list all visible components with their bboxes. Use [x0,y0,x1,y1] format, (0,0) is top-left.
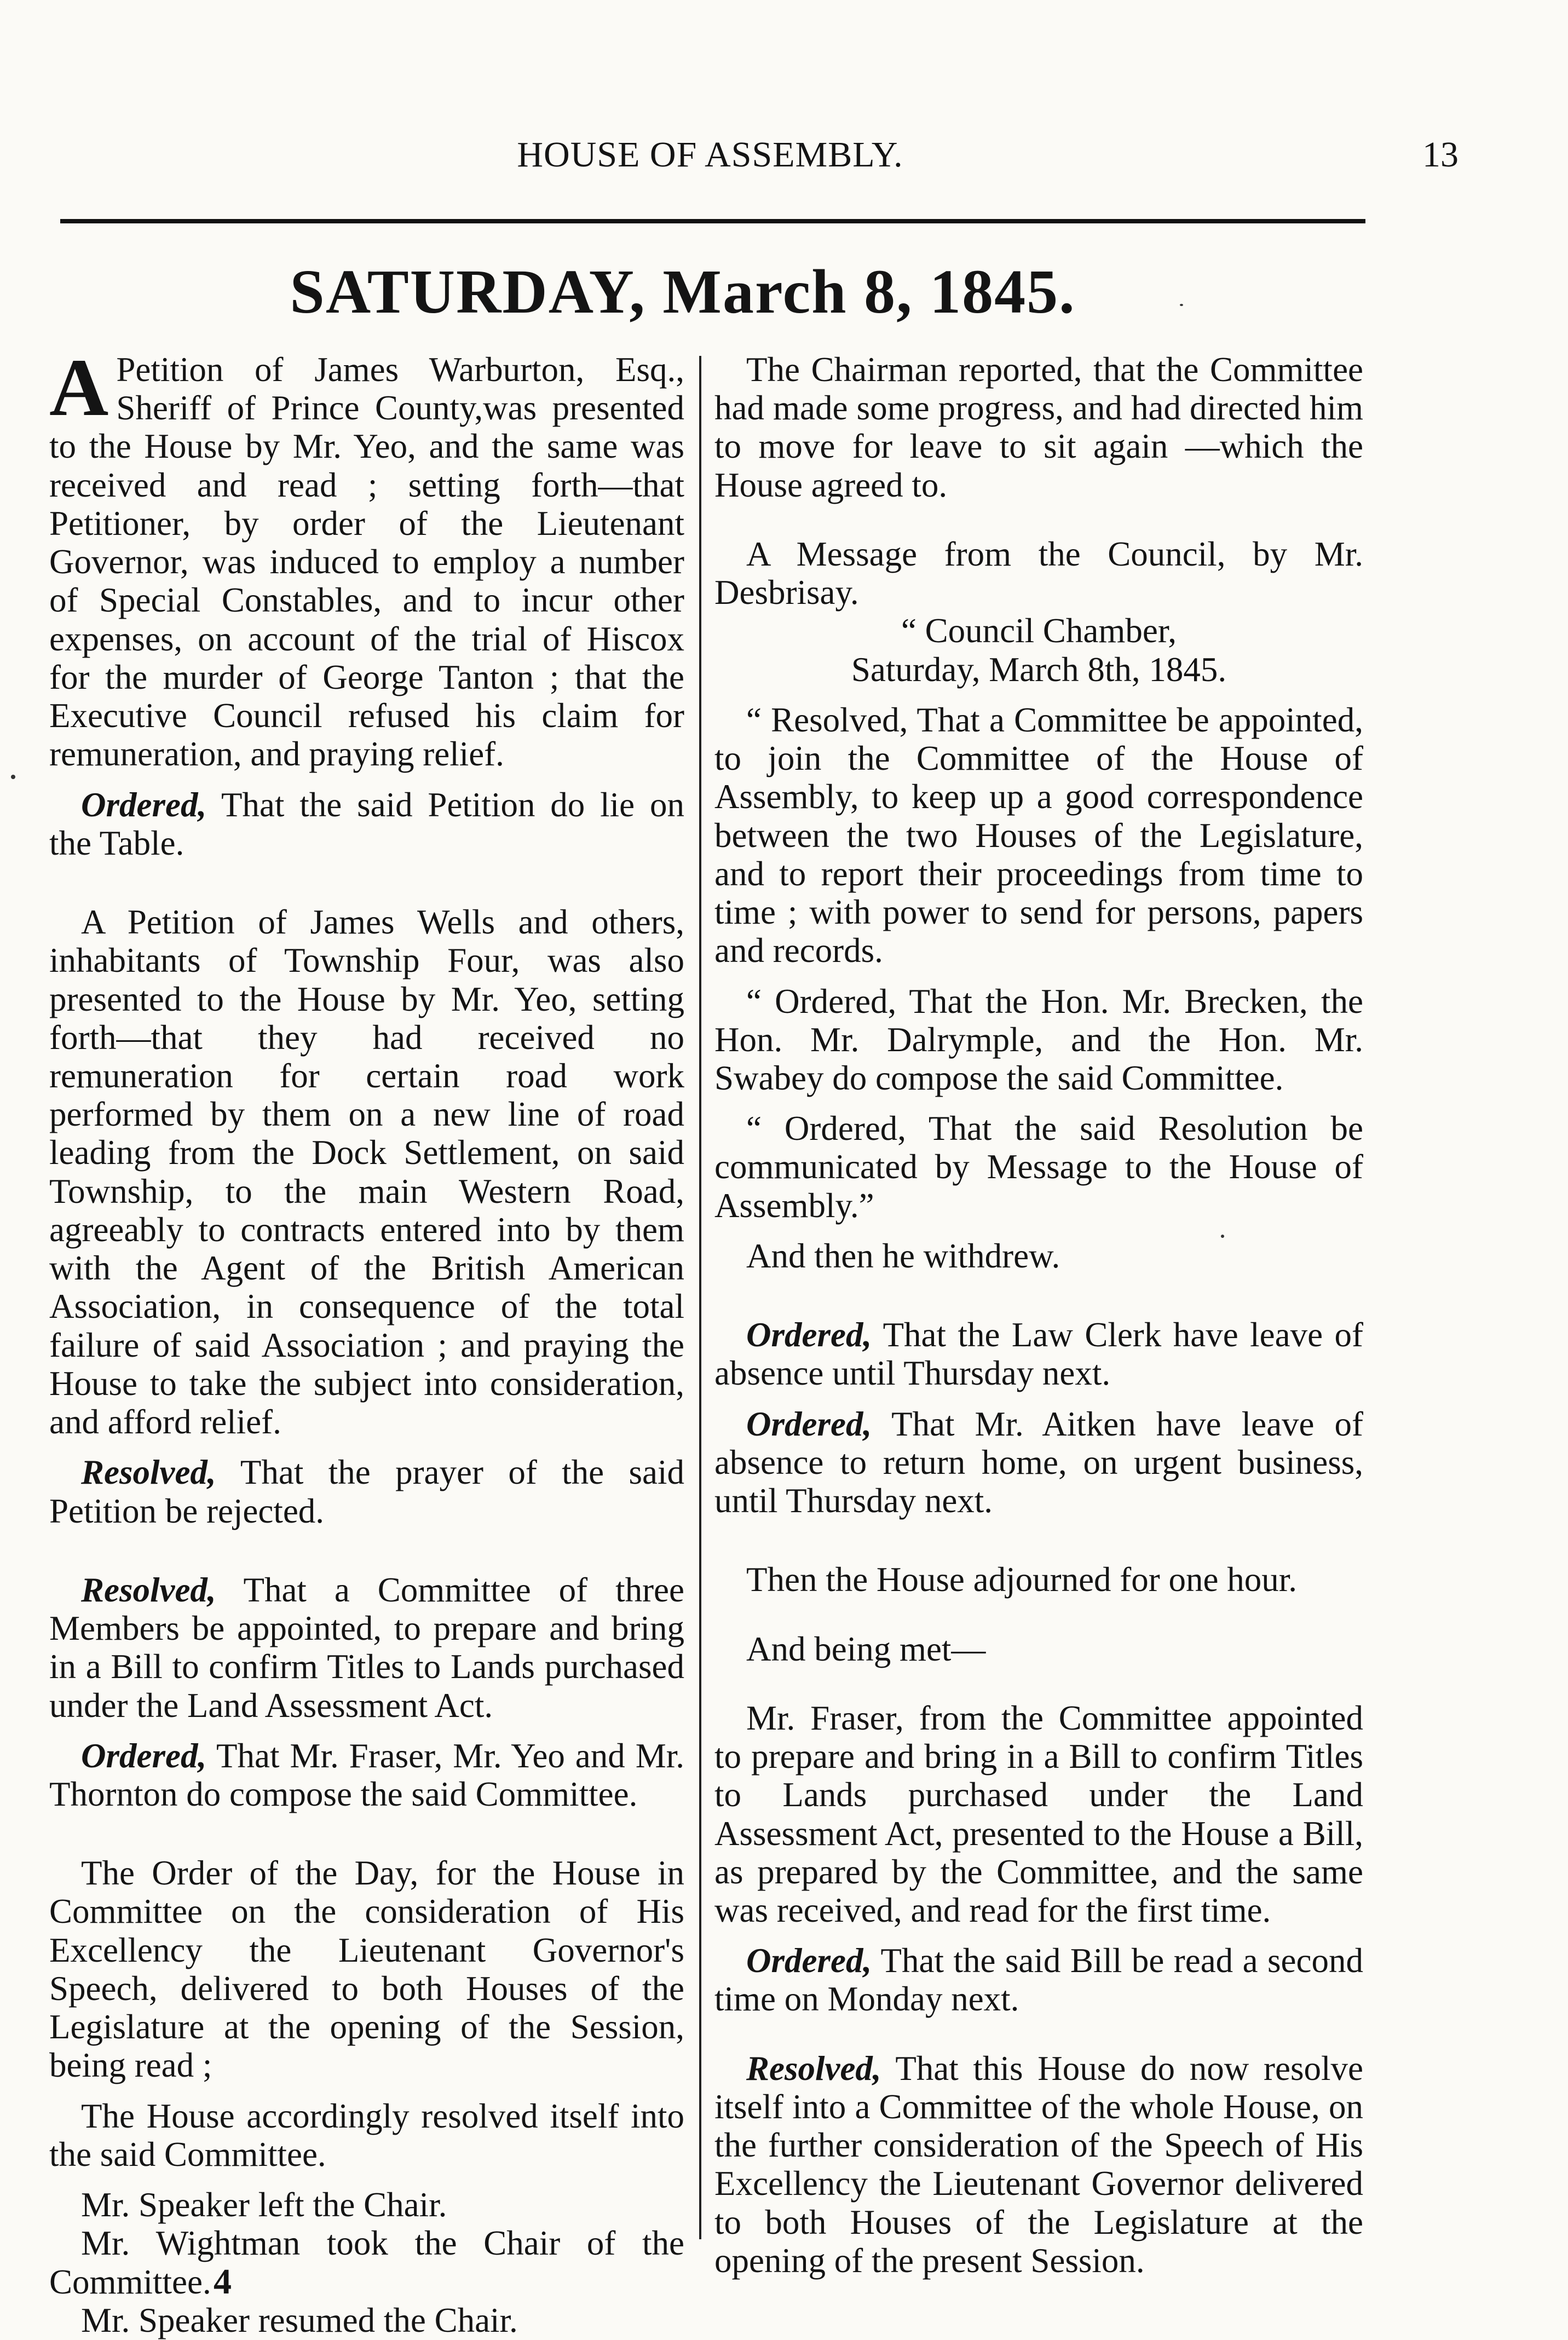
paragraph-text: That a Committee of three Members be appointed, to prepare and bring in a Bill to confirm Titles to Lands purchased under the Land Assessment Act. [49,1570,684,1725]
page-header [60,135,1459,186]
paragraph [714,1630,1363,1668]
paragraph-text: Mr. Speaker left the Chair. [81,2186,447,2224]
column-divider [699,356,701,2239]
page-number: 13 [1422,135,1459,175]
paragraph-text: “ Ordered, That the said Resolution be communicated by Message to the House of Assembly.” [714,1109,1363,1225]
paragraph-text: “ Council Chamber, [901,612,1177,650]
paragraph [714,1109,1363,1225]
paragraph [714,701,1363,970]
paragraph-text: Mr. Fraser, from the Committee appointed to prepare and bring in a Bill to confirm Titles to Lands purchased under the Land Assessment Act, presented to the House a Bill, as prepared by the Committee, and the same was received, and read for the first time. [714,1698,1363,1929]
paragraph [714,1560,1363,1599]
paragraph-text: And then he withdrew. [746,1236,1060,1275]
paragraph [714,1237,1363,1275]
paragraph-text: Mr. Speaker resumed the Chair. [81,2301,518,2339]
paragraph [714,612,1363,650]
signature-mark: 4 [214,2262,232,2302]
paragraph-text: That the Law Clerk have leave of absence until Thursday next. [714,1316,1363,1393]
paragraph-text: Petition of James Warburton, Esq., Sheriff of Prince County,was presented to the House by Mr. Yeo, and the same was received and read ; setting forth—that Petitioner, by order of the Lieutenant Governor, was induced to employ a number of Special Constables, and to incur other expenses, on account of the trial of Hiscox for the murder of George Tanton ; that the Executive Council refused his claim for remuneration, and praying relief. [49,350,684,774]
paragraph-text: A Message from the Council, by Mr. Desbrisay. [714,534,1363,612]
paragraph-text: “ Resolved, That a Committee be appointed, to join the Committee of the House of Assembly, to keep up a good correspondence between the two Houses of the Legislature, and to report their proceedings from time to time ; with power to send for persons, papers and records. [714,700,1363,970]
paragraph [714,1699,1363,1929]
ink-speck [1221,1235,1224,1238]
right-column [714,350,1363,2280]
lead-word: Ordered, [746,1941,872,1980]
header-rule [60,219,1365,223]
paragraph-text: That Mr. Fraser, Mr. Yeo and Mr. Thornton do compose the said Committee. [49,1736,684,1813]
lead-word: Ordered, [746,1316,872,1355]
lead-word: Resolved, [81,1453,216,1492]
lead-word: Ordered, [81,1736,207,1775]
paragraph [714,1941,1363,2018]
paragraph [49,786,684,862]
lead-word: Ordered, [81,785,207,824]
paragraph-text: Mr. Wightman took the Chair of the Committee. [49,2224,684,2301]
paragraph-text: And being met— [746,1629,986,1668]
paragraph-text: That this House do now resolve itself into a Committee of the whole House, on the further consideration of the Speech of His Excellency the Lieutenant Governor delivered to both Houses of the Legislature at the opening of the present Session. [714,2049,1363,2280]
paragraph [714,650,1363,689]
running-head: HOUSE OF ASSEMBLY. [517,135,903,175]
paragraph [49,2097,684,2174]
paragraph-text: “ Ordered, That the Hon. Mr. Brecken, the Hon. Mr. Dalrymple, and the Hon. Mr. Swabey do compose the said Committee. [714,982,1363,1097]
lead-word: Resolved, [746,2049,881,2088]
paragraph [49,2301,684,2339]
lead-word: Ordered, [746,1404,872,1443]
paragraph-text: Saturday, March 8th, 1845. [851,650,1227,689]
ink-speck [1180,304,1183,306]
paragraph [49,1453,684,1530]
paragraph-text: The Chairman reported, that the Committee had made some progress, and had directed him to move for leave to sit again —which the House agreed to. [714,350,1363,504]
paragraph-text: That the said Petition do lie on the Table. [49,785,684,862]
page-title: SATURDAY, March 8, 1845. [290,257,1076,326]
paragraph-text: That the prayer of the said Petition be rejected. [49,1453,684,1530]
paragraph [714,2049,1363,2280]
paragraph [49,2224,684,2301]
paragraph [49,1737,684,1813]
paragraph-text: The Order of the Day, for the House in Committee on the consideration of His Excellency the Lieutenant Governor's Speech, delivered to both Houses of the Legislature at the opening of the Session, being read ; [49,1854,684,2085]
paragraph [714,350,1363,504]
paragraph-text: A Petition of James Wells and others, inhabitants of Township Four, was also presented to the House by Mr. Yeo, setting forth—that they had received no remuneration for certain road work performed by them on a new line of road leading from the Dock Settlement, on said Township, to the main Western Road, agreeably to contracts entered into by them with the Agent of the British American Association, in consequence of the total failure of said Association ; and praying the House to take the subject into consideration, and afford relief. [49,903,684,1442]
ink-speck [11,775,15,779]
paragraph [714,1405,1363,1520]
lead-word: Resolved, [81,1570,216,1609]
paragraph-text: That the said Bill be read a second time on Monday next. [714,1941,1363,2019]
paragraph [49,1571,684,1725]
drop-cap: A [49,342,109,433]
paragraph [714,1316,1363,1392]
paragraph [49,1854,684,2084]
paragraph-text: The House accordingly resolved itself into the said Committee. [49,2096,684,2174]
paragraph [714,535,1363,612]
left-column [49,342,684,2339]
paragraph [49,342,684,774]
paragraph [49,903,684,1441]
paragraph [49,2186,684,2224]
paragraph-text: Then the House adjourned for one hour. [746,1560,1297,1599]
paragraph-text: That Mr. Aitken have leave of absence to return home, on urgent business, until Thursday next. [714,1404,1363,1520]
paragraph [714,982,1363,1098]
